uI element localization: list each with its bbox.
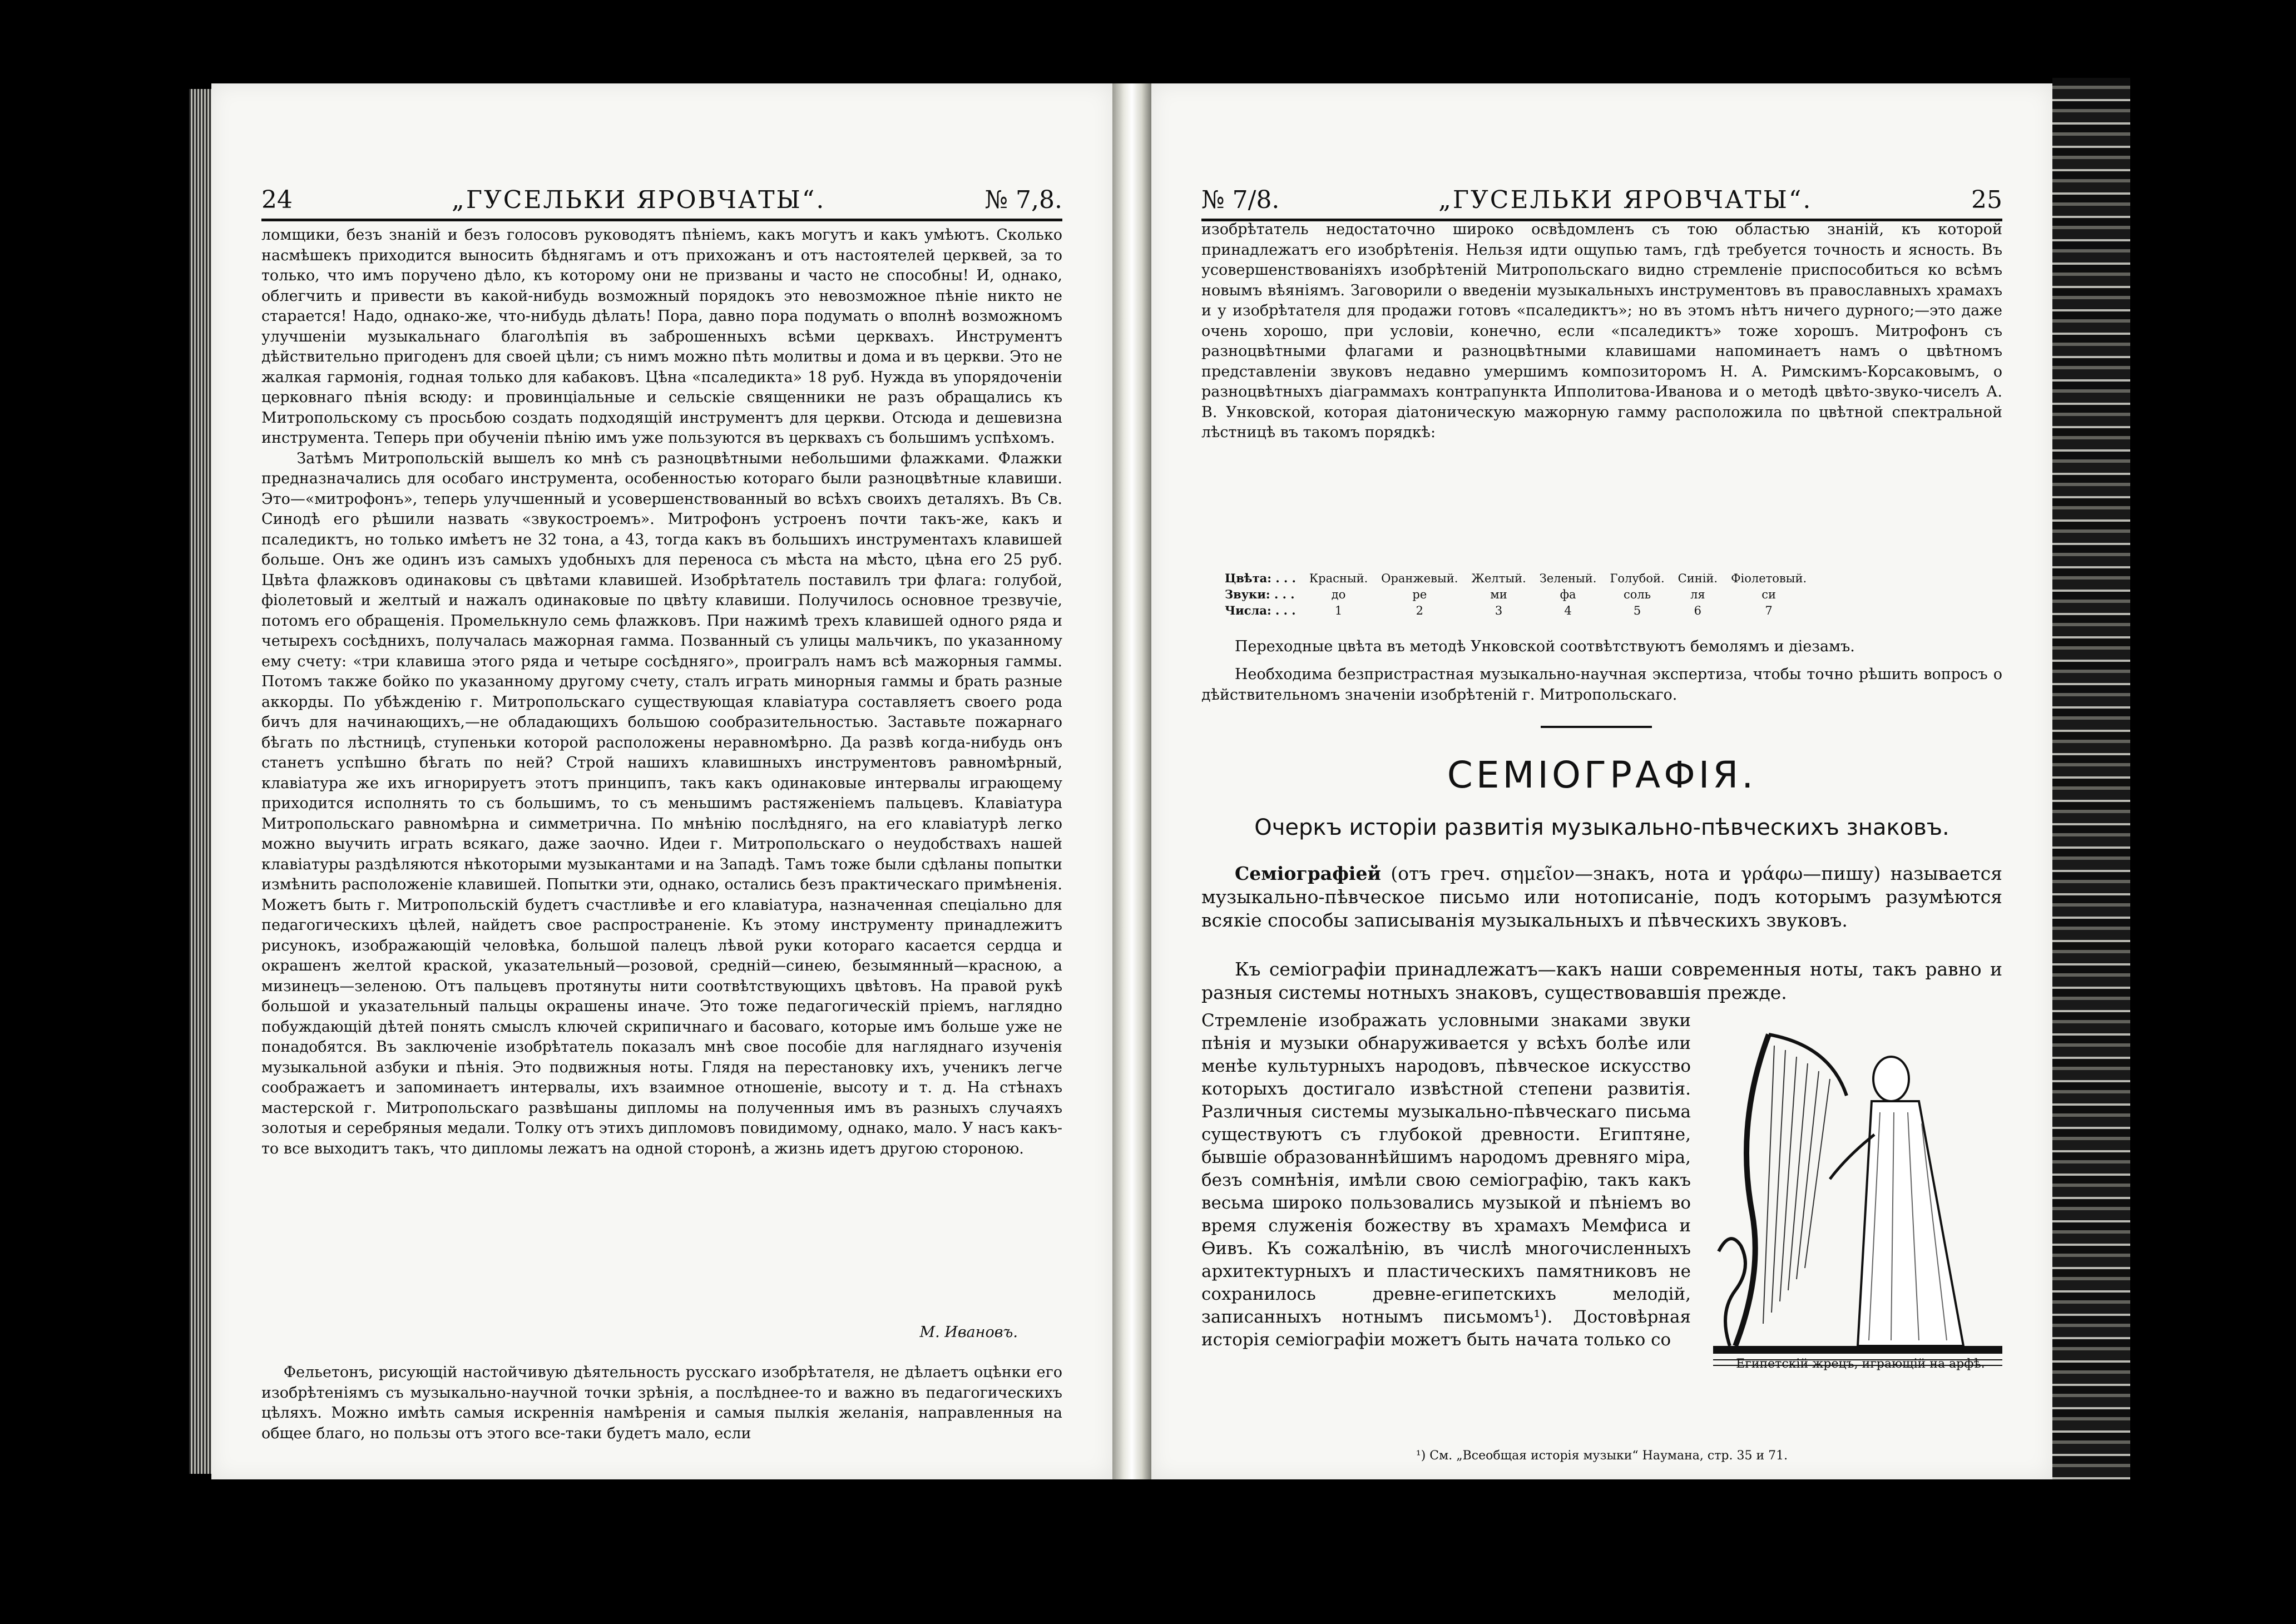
figure-caption: Египетскій жрецъ, играющій на арфѣ. — [1736, 1357, 1985, 1371]
definition-text: (отъ греч. σημεῖον—знакъ, нота и γράφω—пишу) называется музыкально-пѣвческое письмо или нотописаніе, подъ которымъ разумѣются всякіе способы записыванія музыкальныхъ и пѣвческихъ звуковъ. — [1201, 863, 2002, 931]
feuilleton-paragraph: Фельетонъ, рисующій настойчивую дѣятельность русскаго изобрѣтателя, не дѣлаетъ оцѣнки его изобрѣтеніямъ съ музыкально-научной точки зрѣнія, а послѣднее-то и важно въ педагогическихъ цѣляхъ. Можно имѣть самыя искреннія намѣренія и самыя пылкія желанія, направленныя на общее благо, но пользы отъ этого все-таки будетъ мало, если — [261, 1364, 1067, 1442]
footnote: ¹) См. „Всеобщая исторія музыки“ Наумана, стр. 35 и 71. — [1416, 1449, 1788, 1463]
table-cell: Оранжевый. — [1381, 571, 1458, 585]
table-row — [1218, 570, 1813, 586]
right-issue-number: № 7/8. — [1201, 186, 1280, 214]
right-continuation-text: изобрѣтатель недостаточно широко освѣдомленъ съ тою областью знаній, къ которой принадлежатъ его изобрѣтенія. Нельзя идти ощупью тамъ, гдѣ требуется точность и ясность. Въ усовершенствованіяхъ изобрѣтеній Митропольскаго видно стремленіе приспособиться ко всѣмъ новымъ вѣяніямъ. Заговорили о введеніи музыкальныхъ инструментовъ въ православныхъ храмахъ и у изобрѣтателя для продажи готовъ «псаледиктъ»; но въ этомъ нѣтъ ничего дурного;—это даже очень хорошо, при условіи, конечно, если «псаледиктъ» тоже хорошъ. Митрофонъ съ разноцвѣтными флагами и разноцвѣтными клавишами напоминаетъ намъ о цвѣтномъ представленіи звуковъ недавно умершимъ композиторомъ Н. А. Римскимъ-Корсаковымъ, о разноцвѣтныхъ діаграммахъ контрапункта Ипполитова-Иванова и о методѣ цвѣто-звуко-чиселъ А. В. Унковской, которая діатоническую мажорную гамму расположила по цвѣтной спектральной лѣстницѣ въ такомъ порядкѣ: — [1201, 221, 2007, 441]
left-running-head — [261, 181, 1062, 221]
left-page — [211, 83, 1112, 1479]
table-cell: ми — [1490, 587, 1507, 601]
table-cell: Фіолетовый. — [1731, 571, 1807, 585]
left-issue-number: № 7,8. — [984, 186, 1062, 214]
left-journal-title: „ГУСЕЛЬКИ ЯРОВЧАТЫ“. — [452, 186, 826, 214]
numbers-label: Числа: . . . — [1225, 603, 1296, 617]
table-row — [1218, 586, 1813, 602]
table-cell: фа — [1560, 587, 1576, 601]
table-row — [1218, 602, 1813, 618]
book-edge-left — [189, 89, 211, 1474]
article-subtitle: Очеркъ исторіи развитія музыкально-пѣвческихъ знаковъ. — [1254, 815, 1949, 840]
section-divider — [1541, 726, 1652, 728]
left-page-number: 24 — [261, 186, 293, 214]
right-journal-title: „ГУСЕЛЬКИ ЯРОВЧАТЫ“. — [1438, 186, 1813, 214]
color-sound-table — [1218, 570, 1813, 618]
table-cell: Голубой. — [1610, 571, 1665, 585]
book-edge-right — [2052, 78, 2130, 1479]
table-cell: 1 — [1334, 603, 1343, 617]
table-cell: си — [1761, 587, 1776, 601]
right-running-head — [1201, 181, 2002, 221]
table-cell: соль — [1623, 587, 1651, 601]
table-cell: ре — [1412, 587, 1427, 601]
table-cell: 3 — [1495, 603, 1503, 617]
table-cell: 6 — [1694, 603, 1702, 617]
transitional-colors-paragraph: Переходные цвѣта въ методѣ Унковской соотвѣтствуютъ бемолямъ и діезамъ. — [1235, 638, 1855, 655]
colors-label: Цвѣта: . . . — [1225, 571, 1296, 585]
sounds-label: Звуки: . . . — [1225, 587, 1295, 601]
right-page — [1151, 83, 2052, 1479]
table-cell: 5 — [1633, 603, 1641, 617]
table-cell: Зеленый. — [1539, 571, 1597, 585]
book-spine — [1112, 83, 1151, 1479]
table-cell: Красный. — [1309, 571, 1368, 585]
table-cell: Синій. — [1678, 571, 1718, 585]
belongs-paragraph: Къ семіографіи принадлежатъ—какъ наши современныя ноты, такъ равно и разныя системы нотныхъ знаковъ, существовавшія прежде. — [1201, 958, 2002, 1003]
table-cell: 2 — [1416, 603, 1423, 617]
egyptian-harpist-illustration — [1702, 1012, 2013, 1368]
egypt-paragraph: Стремленіе изображать условными знаками звуки пѣнія и музыки обнаруживается у всѣхъ болѣе или менѣе культурныхъ народовъ, пѣвческое искусство которыхъ достигало извѣстной степени развитія. Различныя системы музыкально-пѣвческаго письма существуютъ съ глубокой древности. Египтяне, бывшіе образованнѣйшимъ народомъ древняго міра, безъ сомнѣнія, имѣли свою семіографію, такъ какъ весьма широко пользовались музыкой и пѣніемъ во время служенія божеству въ храмахъ Мемфиса и Ѳивъ. Къ сожалѣнію, въ числѣ многочисленныхъ архитектурныхъ и пластическихъ памятниковъ не сохранилось древне-египетскихъ мелодій, записанныхъ нотнымъ письмомъ¹). Достовѣрная исторія семіографіи можетъ быть начата только со — [1201, 1011, 1691, 1350]
table-cell: до — [1331, 587, 1346, 601]
term-semiography: Семіографіей — [1235, 863, 1381, 884]
table-cell: 7 — [1765, 603, 1773, 617]
definition-paragraph — [1201, 862, 2002, 932]
author-signature: М. Ивановъ. — [919, 1324, 1018, 1341]
table-cell: ля — [1690, 587, 1705, 601]
table-cell: Желтый. — [1471, 571, 1526, 585]
table-cell: 4 — [1564, 603, 1572, 617]
expertise-paragraph: Необходима безпристрастная музыкально-научная экспертиза, чтобы точно рѣшить вопросъ о дѣйствительномъ значеніи изобрѣтеній г. Митропольскаго. — [1201, 666, 2002, 704]
article-title: СЕМІОГРАФІЯ. — [1447, 754, 1757, 796]
right-page-number: 25 — [1971, 186, 2002, 214]
left-body-text: ломщики, безъ знаній и безъ голосовъ руководятъ пѣніемъ, какъ могутъ и какъ умѣютъ. Сколько насмѣшекъ приходится выносить бѣднягамъ и отъ прихожанъ и отъ настоятелей церквей, за то только, что имъ поручено дѣло, къ которому они не призваны и часто не способны! И, однако, облегчить и привести въ какой-нибудь возможный порядокъ это невозможное пѣніе никто не старается! Надо, однако-же, что-нибудь дѣлать! Пора, давно пора подумать о вполнѣ возможномъ улучшеніи музыкальнаго благолѣпія въ заброшенныхъ всѣми церквахъ. Инструментъ дѣйствительно пригоденъ для своей цѣли; съ нимъ можно пѣть молитвы и дома и въ церкви. Это не жалкая гармонія, годная только для кабаковъ. Цѣна «псаледикта» 18 руб. Нужда въ упорядоченіи церковнаго пѣнія всюду: и провинціальные и сельскіе священники не разъ обращались къ Митропольскому съ просьбою создать подходящій инструментъ для церкви. Отсюда и дешевизна инструмента. Теперь при обученіи пѣнію имъ уже пользуются въ церквахъ съ большимъ успѣхомъ. Затѣмъ Митропольскій вышелъ ко мнѣ съ разноцвѣтными небольшими флажками. Флажки предназначались для особаго инструмента, особенностью котораго были разноцвѣтные клавиши. Это—«митрофонъ», теперь улучшенный и усовершенствованный во всѣхъ своихъ деталяхъ. Въ Св. Синодѣ его рѣшили назвать «звукостроемъ». Митрофонъ устроенъ почти такъ-же, какъ и псаледиктъ, но только имѣетъ не 32 тона, а 43, тогда какъ въ большихъ инструментахъ клавишей больше. Онъ же одинъ изъ самыхъ удобныхъ для переноса съ мѣста на мѣсто, цѣна его 25 руб. Цвѣта флажковъ одинаковы съ цвѣтами клавишей. Изобрѣтатель поставилъ три флага: голубой, фіолетовый и желтый и нажалъ одинаковые по цвѣту клавиши. Получилось основное трезвучіе, потомъ его обращенія. Промелькнуло семь флажковъ. При нажимѣ трехъ клавишей одного ряда и четырехъ сосѣднихъ, получалась мажорная гамма. Позванный съ улицы мальчикъ, по указанному ему счету: «три клавиша этого ряда и четыре сосѣдняго», проигралъ намъ всѣ мажорныя гаммы. Потомъ также бойко по указанному другому счету, сталъ играть минорныя гаммы и брать разные аккорды. По убѣжденію г. Митропольскаго существующая клавіатура составляетъ своего рода бичъ для начинающихъ,—не обладающихъ большою сообразительностью. Заставьте пожарнаго бѣгать по лѣстницѣ, ступеньки которой расположены неравномѣрно. Да развѣ когда-нибудь онъ станетъ успѣшно бѣгать по ней? Строй нашихъ клавишныхъ инструментовъ равномѣрный, клавіатура же ихъ игнорируетъ этотъ принципъ, такъ какъ одинаковые интервалы играющему приходится исполнять то съ большимъ, то съ меньшимъ растяженіемъ пальцевъ. Клавіатура Митропольскаго равномѣрна и симметрична. По мнѣнію послѣдняго, на его клавіатурѣ легко можно выучить играть всякаго, даже заочно. Идеи г. Митропольскаго о неудобствахъ нашей клавіатуры раздѣляются нѣкоторыми музыкантами и на Западѣ. Тамъ тоже были сдѣланы попытки измѣнить расположеніе клавишей. Попытки эти, однако, остались безъ практическаго примѣненія. Можетъ быть г. Митропольскій будетъ счастливѣе и его клавіатура, назначенная спеціально для педагогическихъ цѣлей, найдетъ свое распространеніе. Къ этому инструменту принадлежитъ рисунокъ, изображающій человѣка, большой палецъ лѣвой руки котораго касается сердца и окрашенъ желтой краской, указательный—розовой, средній—синею, безымянный—красною, а мизинецъ—зеленою. Отъ пальцевъ протянуты нити соотвѣтствующихъ цвѣтовъ. На правой рукѣ большой и указательный пальцы окрашены иначе. Это тоже педагогическій пріемъ, наглядно побуждающій дѣтей понять смыслъ ключей скрипичнаго и басоваго, которые имъ больше уже не понадобятся. Въ заключеніе изобрѣтатель показалъ мнѣ свое пособіе для нагляднаго изученія музыкальной азбуки и пѣнія. Это подвижныя ноты. Глядя на перестановку ихъ, ученикъ легче соображаетъ и запоминаетъ интервалы, ихъ взаимное отношеніе, высоту и т. д. На стѣнахъ мастерской г. Митропольскаго развѣшаны дипломы на полученныя имъ въ разныхъ случаяхъ золотыя и серебряныя медали. Толку отъ этихъ дипломовъ повидимому, однако, мало. У насъ какъ-то все выходитъ такъ, что дипломы лежатъ на одной сторонѣ, а жизнь идетъ другою стороною. — [261, 226, 1062, 1157]
